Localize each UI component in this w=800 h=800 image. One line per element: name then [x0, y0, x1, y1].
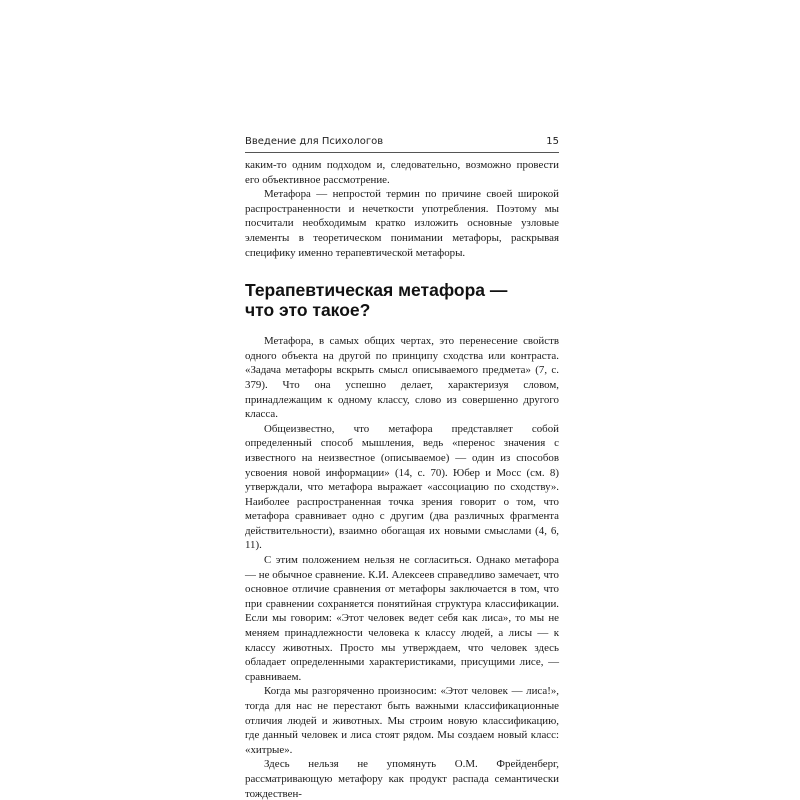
body-text [245, 158, 559, 800]
paragraph: Метафора, в самых общих чертах, это перенесение свойств одного объекта на другой по принципу сходства или контраста. «Задача метафоры вскрыть смысл описываемого предмета» (7, с. 379). Что она успешно делает, характеризуя словом, принадлежащим к одному классу, слово из совершенно другого класса. [245, 335, 559, 421]
running-head-title: Введение для Психологов [245, 136, 384, 147]
paragraph: Здесь нельзя не упомянуть О.М. Фрейденберг, рассматривающую метафору как продукт распада семантически тождествен- [245, 758, 559, 800]
running-head [245, 136, 559, 152]
header-rule [245, 152, 559, 153]
paragraph: Метафора — непростой термин по причине своей широкой распространенности и нечеткости употребления. Поэтому мы посчитали необходимым кратко изложить основные узловые элементы в теоретическом понимании метафоры, раскрывая специфику именно терапевтической метафоры. [245, 188, 559, 259]
paragraph: Общеизвестно, что метафора представляет собой определенный способ мышления, ведь «перенос значения с известного на неизвестное (описываемое) — один из способов усвоения новой информации» (14, с. 70). Юбер и Мосс (см. 8) утверждали, что метафора выражает «ассоциацию по сходству». Наиболее распространенная точка зрения говорит о том, что метафора сравнивает одно с другим (два различных фрагмента действительности), взаимно обогащая их новыми смыслами (4, 6, 11). [245, 422, 559, 552]
section-heading-line: Терапевтическая метафора — [245, 280, 508, 301]
paragraph: каким-то одним подходом и, следовательно, возможно провести его объективное рассмотрение. [245, 159, 559, 186]
paragraph: С этим положением нельзя не согласиться. Однако метафора — не обычное сравнение. К.И. Алексеев справедливо замечает, что основное отличие сравнения от метафоры заключается в том, что при сравнении сохраняется понятийная структура классификации. Если мы говорим: «Этот человек ведет себя как лиса», то мы не меняем принадлежности человека к классу людей, а лисы — к классу животных. Просто мы утверждаем, что человек здесь обладает определенными характеристиками, присущими лисе, — сравниваем. [245, 554, 559, 683]
paragraph: Когда мы разгоряченно произносим: «Этот человек — лиса!», тогда для нас не перестают быть важными классификационные отличия людей и животных. Мы строим новую классификацию, где данный человек и лиса стоят рядом. Мы создаем новый класс: «хитрые». [245, 685, 559, 756]
page-number: 15 [546, 136, 559, 147]
section-heading-line: что это такое? [245, 300, 371, 321]
section-heading [245, 280, 559, 320]
